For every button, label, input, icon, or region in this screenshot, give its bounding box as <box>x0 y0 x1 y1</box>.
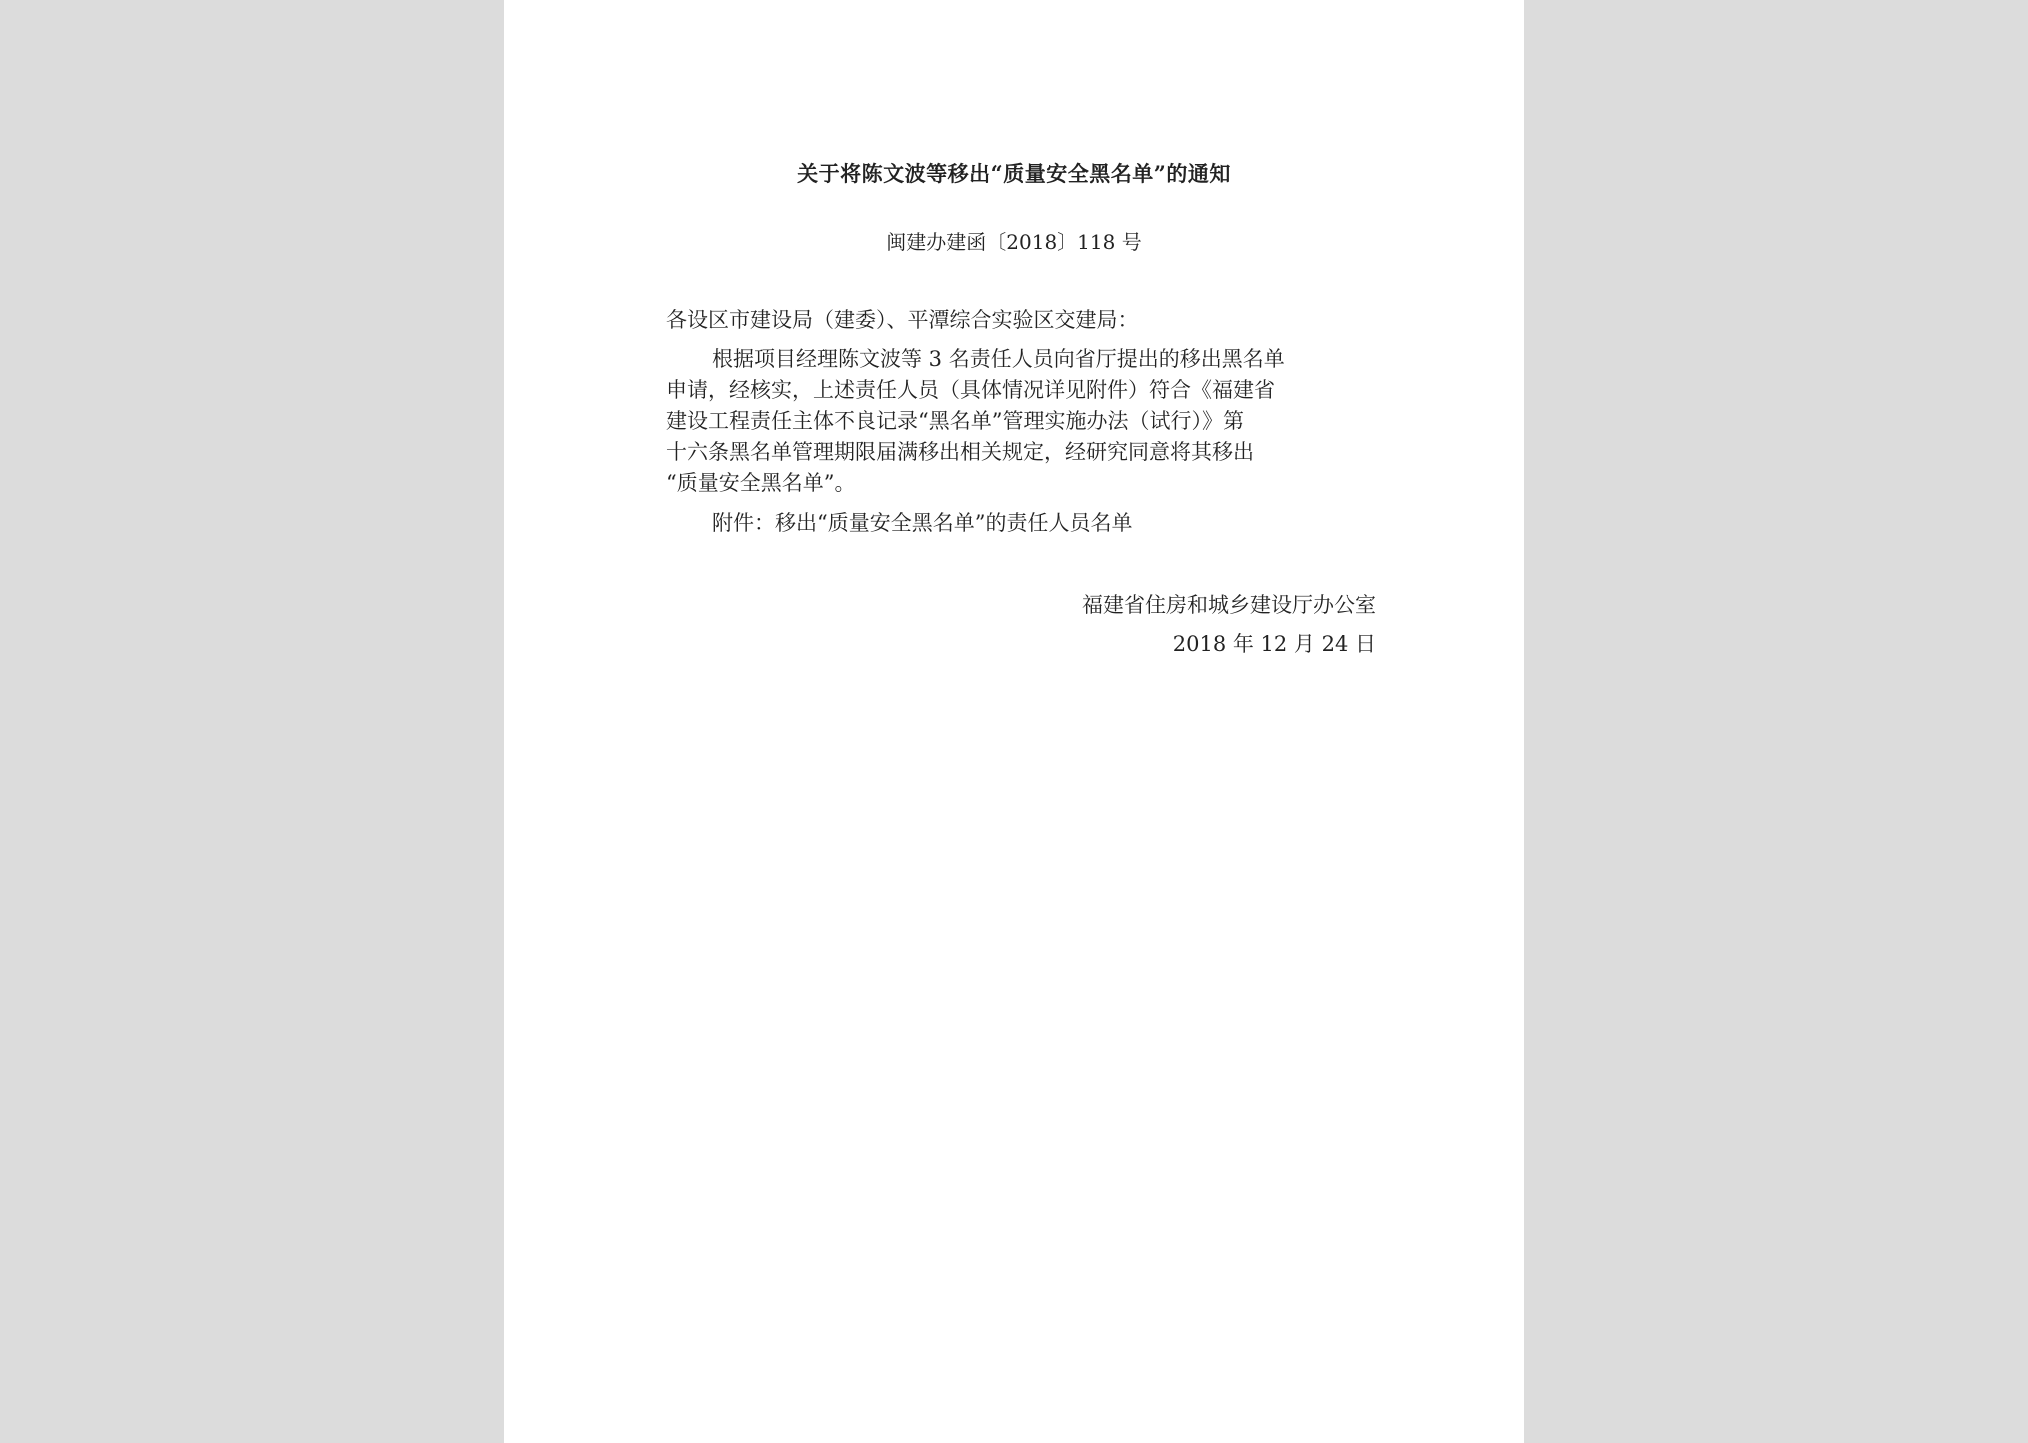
body-line: “质量安全黑名单”。 <box>666 471 856 495</box>
document-number: 闽建办建函〔2018〕118 号 <box>886 230 1142 254</box>
document-title: 关于将陈文波等移出“质量安全黑名单”的通知 <box>797 161 1231 186</box>
body-line: 申请，经核实，上述责任人员（具体情况详见附件）符合《福建省 <box>666 378 1275 402</box>
attachment-note: 附件：移出“质量安全黑名单”的责任人员名单 <box>712 511 1133 535</box>
document-page <box>504 0 1524 1443</box>
signer: 福建省住房和城乡建设厅办公室 <box>1082 593 1376 617</box>
body-paragraph <box>666 344 1376 499</box>
salutation: 各设区市建设局（建委）、平潭综合实验区交建局： <box>666 308 1139 332</box>
signature-date: 2018 年 12 月 24 日 <box>1172 632 1376 656</box>
body-line: 建设工程责任主体不良记录“黑名单”管理实施办法（试行）》第 <box>666 409 1244 433</box>
body-line: 根据项目经理陈文波等 3 名责任人员向省厅提出的移出黑名单 <box>712 347 1285 371</box>
body-line: 十六条黑名单管理期限届满移出相关规定，经研究同意将其移出 <box>666 440 1254 464</box>
